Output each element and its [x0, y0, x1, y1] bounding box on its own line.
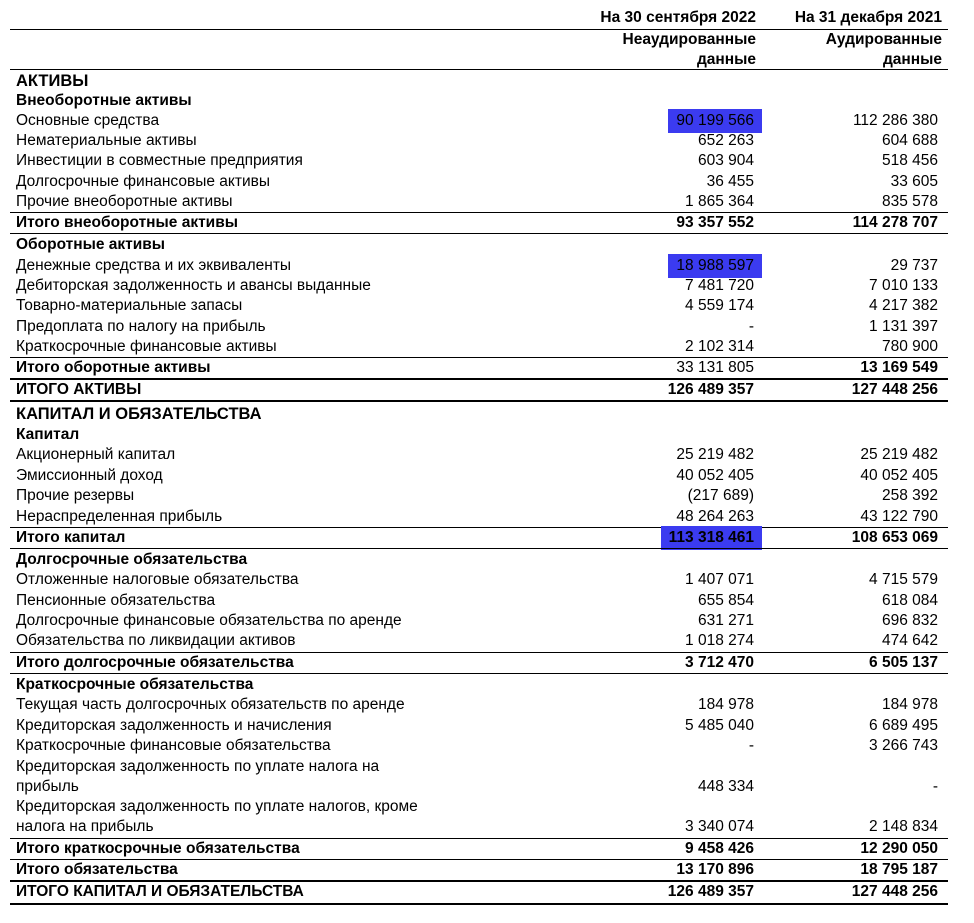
col1-header-line3: данные [696, 51, 756, 68]
col1-header-date: На 30 сентября 2022 [600, 9, 756, 26]
total-row: Итого долгосрочные обязательства 3 712 470 6 505 137 [16, 654, 938, 671]
table-row: Акционерный капитал 25 219 482 25 219 482 [16, 446, 938, 463]
col2-header-line3: данные [882, 51, 942, 68]
table-row: Эмиссионный доход 40 052 405 40 052 405 [16, 467, 938, 484]
row-rule [10, 673, 948, 674]
table-row: Прочие внеоборотные активы 1 865 364 835 578 [16, 193, 938, 210]
subsection-noncurrent-assets: Внеоборотные активы [16, 92, 192, 109]
table-row: Обязательства по ликвидации активов 1 018 274 474 642 [16, 632, 938, 649]
subsection-longterm-liabilities: Долгосрочные обязательства [16, 551, 248, 568]
table-row: Отложенные налоговые обязательства 1 407 071 4 715 579 [16, 571, 938, 588]
table-row: Основные средства 90 199 566 112 286 380 [16, 112, 938, 129]
subsection-current-assets: Оборотные активы [16, 236, 166, 253]
col1-header-line2: Неаудированные [622, 31, 756, 48]
header-rule [10, 29, 948, 30]
grand-total-equity-liabilities-row: ИТОГО КАПИТАЛ И ОБЯЗАТЕЛЬСТВА 126 489 357 127 448 256 [16, 883, 938, 900]
subsection-shortterm-liabilities: Краткосрочные обязательства [16, 676, 254, 693]
table-row: Кредиторская задолженность и начисления 5 485 040 6 689 495 [16, 717, 938, 734]
row-rule-thick [10, 903, 948, 905]
table-row: Пенсионные обязательства 655 854 618 084 [16, 592, 938, 609]
subsection-equity: Капитал [16, 426, 80, 443]
section-equity-liabilities: КАПИТАЛ И ОБЯЗАТЕЛЬСТВА [16, 405, 262, 423]
total-row: Итого внеоборотные активы 93 357 552 114 278 707 [16, 214, 938, 231]
table-row: Дебиторская задолженность и авансы выданные 7 481 720 7 010 133 [16, 277, 938, 294]
table-row: Долгосрочные финансовые обязательства по аренде 631 271 696 832 [16, 612, 938, 629]
table-row: Предоплата по налогу на прибыль - 1 131 397 [16, 318, 938, 335]
table-row: Нематериальные активы 652 263 604 688 [16, 132, 938, 149]
highlighted-value: 113 318 461 [663, 528, 760, 548]
total-row: Итого оборотные активы 33 131 805 13 169 549 [16, 359, 938, 376]
table-row: Инвестиции в совместные предприятия 603 904 518 456 [16, 152, 938, 169]
table-row: Кредиторская задолженность по уплате налога на прибыль 448 334 - [16, 758, 938, 795]
row-rule [10, 548, 948, 549]
table-row: Краткосрочные финансовые активы 2 102 314 780 900 [16, 338, 938, 355]
table-row: Прочие резервы (217 689) 258 392 [16, 487, 938, 504]
section-assets: АКТИВЫ [16, 72, 89, 90]
table-row: Долгосрочные финансовые активы 36 455 33 605 [16, 173, 938, 190]
highlighted-value: 90 199 566 [670, 111, 760, 131]
total-row: Итого краткосрочные обязательства 9 458 426 12 290 050 [16, 840, 938, 857]
table-row: Денежные средства и их эквиваленты 18 988 597 29 737 [16, 257, 938, 274]
col2-header-line2: Аудированные [825, 31, 942, 48]
row-rule-thick [10, 400, 948, 402]
total-row: Итого капитал 113 318 461 108 653 069 [16, 529, 938, 546]
header-bottom-rule [10, 69, 948, 70]
highlighted-value: 18 988 597 [670, 256, 760, 276]
table-row: Кредиторская задолженность по уплате налогов, кроме налога на прибыль 3 340 074 2 148 834 [16, 798, 938, 835]
table-row: Нераспределенная прибыль 48 264 263 43 122 790 [16, 508, 938, 525]
row-rule [10, 233, 948, 234]
table-row: Текущая часть долгосрочных обязательств по аренде 184 978 184 978 [16, 696, 938, 713]
total-row: Итого обязательства 13 170 896 18 795 187 [16, 861, 938, 878]
table-row: Товарно-материальные запасы 4 559 174 4 217 382 [16, 297, 938, 314]
table-row: Краткосрочные финансовые обязательства - 3 266 743 [16, 737, 938, 754]
grand-total-assets-row: ИТОГО АКТИВЫ 126 489 357 127 448 256 [16, 381, 938, 398]
col2-header-date: На 31 декабря 2021 [794, 9, 942, 26]
